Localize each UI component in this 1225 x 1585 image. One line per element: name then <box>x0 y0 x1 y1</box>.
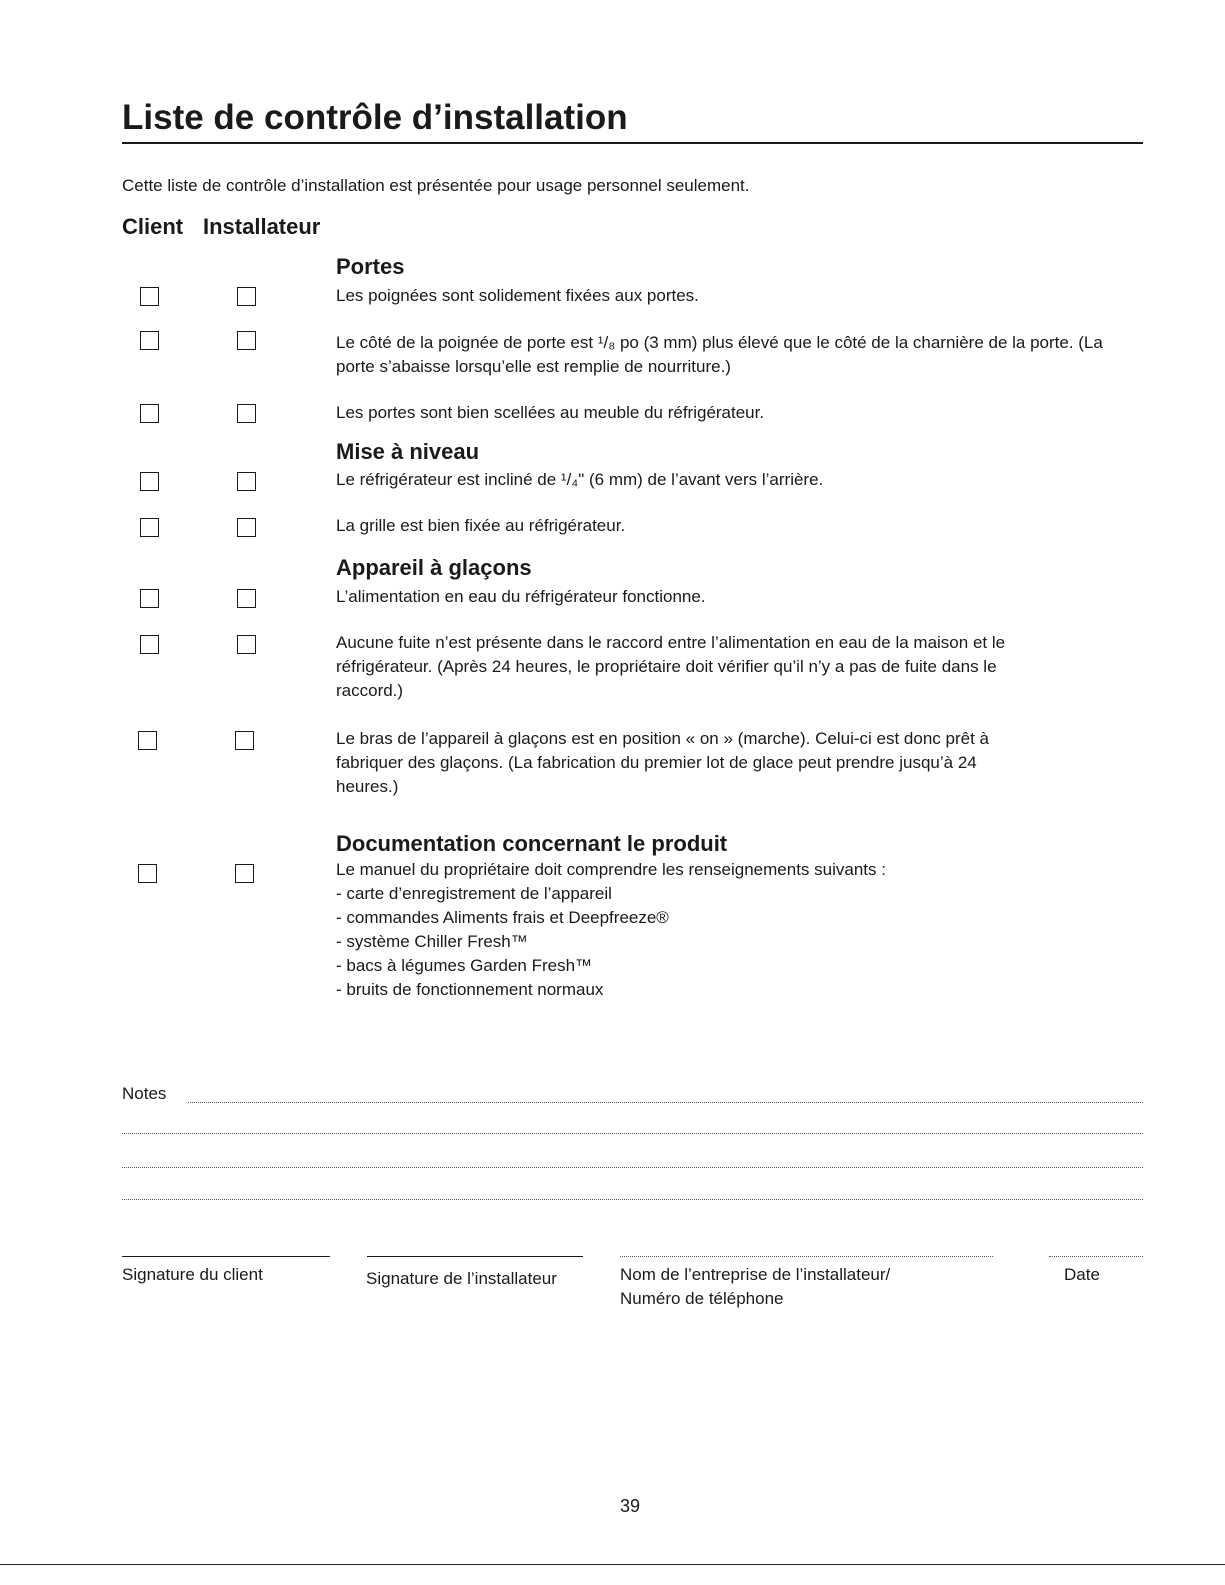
date-label: Date <box>1064 1265 1100 1284</box>
installer-signature-line[interactable] <box>367 1256 583 1257</box>
company-label-line-2: Numéro de téléphone <box>620 1289 784 1308</box>
notes-line-1[interactable] <box>188 1102 1143 1103</box>
checkbox-installer-icemaker-1[interactable] <box>237 589 256 608</box>
checkbox-installer-icemaker-3[interactable] <box>235 731 254 750</box>
item-doors-1: Les poignées sont solidement fixées aux portes. <box>336 286 699 305</box>
docs-list <box>336 858 886 1002</box>
checkbox-client-icemaker-2[interactable] <box>140 635 159 654</box>
bottom-rule <box>0 1564 1225 1565</box>
checkbox-client-doors-1[interactable] <box>140 287 159 306</box>
checkbox-client-icemaker-3[interactable] <box>138 731 157 750</box>
company-label-line-1: Nom de l’entreprise de l’installateur/ <box>620 1265 891 1284</box>
checkbox-installer-icemaker-2[interactable] <box>237 635 256 654</box>
client-signature-label: Signature du client <box>122 1265 263 1284</box>
checkbox-client-icemaker-1[interactable] <box>140 589 159 608</box>
column-header-client: Client <box>122 214 184 239</box>
list-item: - système Chiller Fresh™ <box>336 932 528 951</box>
checkbox-client-docs[interactable] <box>138 864 157 883</box>
checkbox-client-doors-3[interactable] <box>140 404 159 423</box>
intro-text: Cette liste de contrôle d’installation est présentée pour usage personnel seulement. <box>122 176 750 195</box>
list-item: - carte d’enregistrement de l’appareil <box>336 884 612 903</box>
item-doors-3: Les portes sont bien scellées au meuble du réfrigérateur. <box>336 403 765 422</box>
item-icemaker-3: Le bras de l’appareil à glaçons est en position « on » (marche). Celui-ci est donc prêt à fabriquer des glaçons. (La fabrication du premier lot de glace peut prendre jusqu’à 24 heures.) <box>336 729 989 796</box>
section-title-doors: Portes <box>336 254 405 279</box>
notes-label: Notes <box>122 1084 167 1103</box>
item-leveling-2: La grille est bien fixée au réfrigérateur. <box>336 516 626 535</box>
section-title-leveling: Mise à niveau <box>336 439 480 464</box>
company-line[interactable] <box>620 1256 993 1257</box>
checkbox-installer-doors-3[interactable] <box>237 404 256 423</box>
checkbox-client-doors-2[interactable] <box>140 331 159 350</box>
notes-line-3[interactable] <box>122 1167 1143 1168</box>
section-title-docs: Documentation concernant le produit <box>336 831 728 856</box>
item-leveling-1: Le réfrigérateur est incliné de ¹/₄" (6 mm) de l’avant vers l’arrière. <box>336 470 824 489</box>
column-header-installer: Installateur <box>203 214 321 239</box>
list-item: - commandes Aliments frais et Deepfreeze® <box>336 908 669 927</box>
checkbox-client-leveling-1[interactable] <box>140 472 159 491</box>
client-signature-line[interactable] <box>122 1256 330 1257</box>
section-title-icemaker: Appareil à glaçons <box>336 555 532 580</box>
checkbox-installer-leveling-1[interactable] <box>237 472 256 491</box>
list-item: - bruits de fonctionnement normaux <box>336 980 604 999</box>
item-icemaker-2: Aucune fuite n’est présente dans le raccord entre l’alimentation en eau de la maison et le réfrigérateur. (Après 24 heures, le propriétaire doit vérifier qu’il n’y a pas de fuite dans le raccord.) <box>336 633 1006 700</box>
checkbox-client-leveling-2[interactable] <box>140 518 159 537</box>
checkbox-installer-doors-2[interactable] <box>237 331 256 350</box>
company-label <box>620 1263 890 1311</box>
checkbox-installer-leveling-2[interactable] <box>237 518 256 537</box>
checkbox-installer-docs[interactable] <box>235 864 254 883</box>
item-doors-2: Le côté de la poignée de porte est ¹/₈ po (3 mm) plus élevé que le côté de la charnière de la porte. (La porte s’abaisse lorsqu’elle est remplie de nourriture.) <box>336 333 1103 376</box>
list-item: - bacs à légumes Garden Fresh™ <box>336 956 593 975</box>
docs-intro: Le manuel du propriétaire doit comprendre les renseignements suivants : <box>336 860 886 879</box>
item-icemaker-1: L’alimentation en eau du réfrigérateur fonctionne. <box>336 587 706 606</box>
notes-line-2[interactable] <box>122 1133 1143 1134</box>
installer-signature-label: Signature de l’installateur <box>366 1269 557 1288</box>
checkbox-installer-doors-1[interactable] <box>237 287 256 306</box>
notes-line-4[interactable] <box>122 1199 1143 1200</box>
date-line[interactable] <box>1049 1256 1143 1257</box>
page-title: Liste de contrôle d’installation <box>122 96 1143 144</box>
page-number: 39 <box>620 1496 641 1516</box>
